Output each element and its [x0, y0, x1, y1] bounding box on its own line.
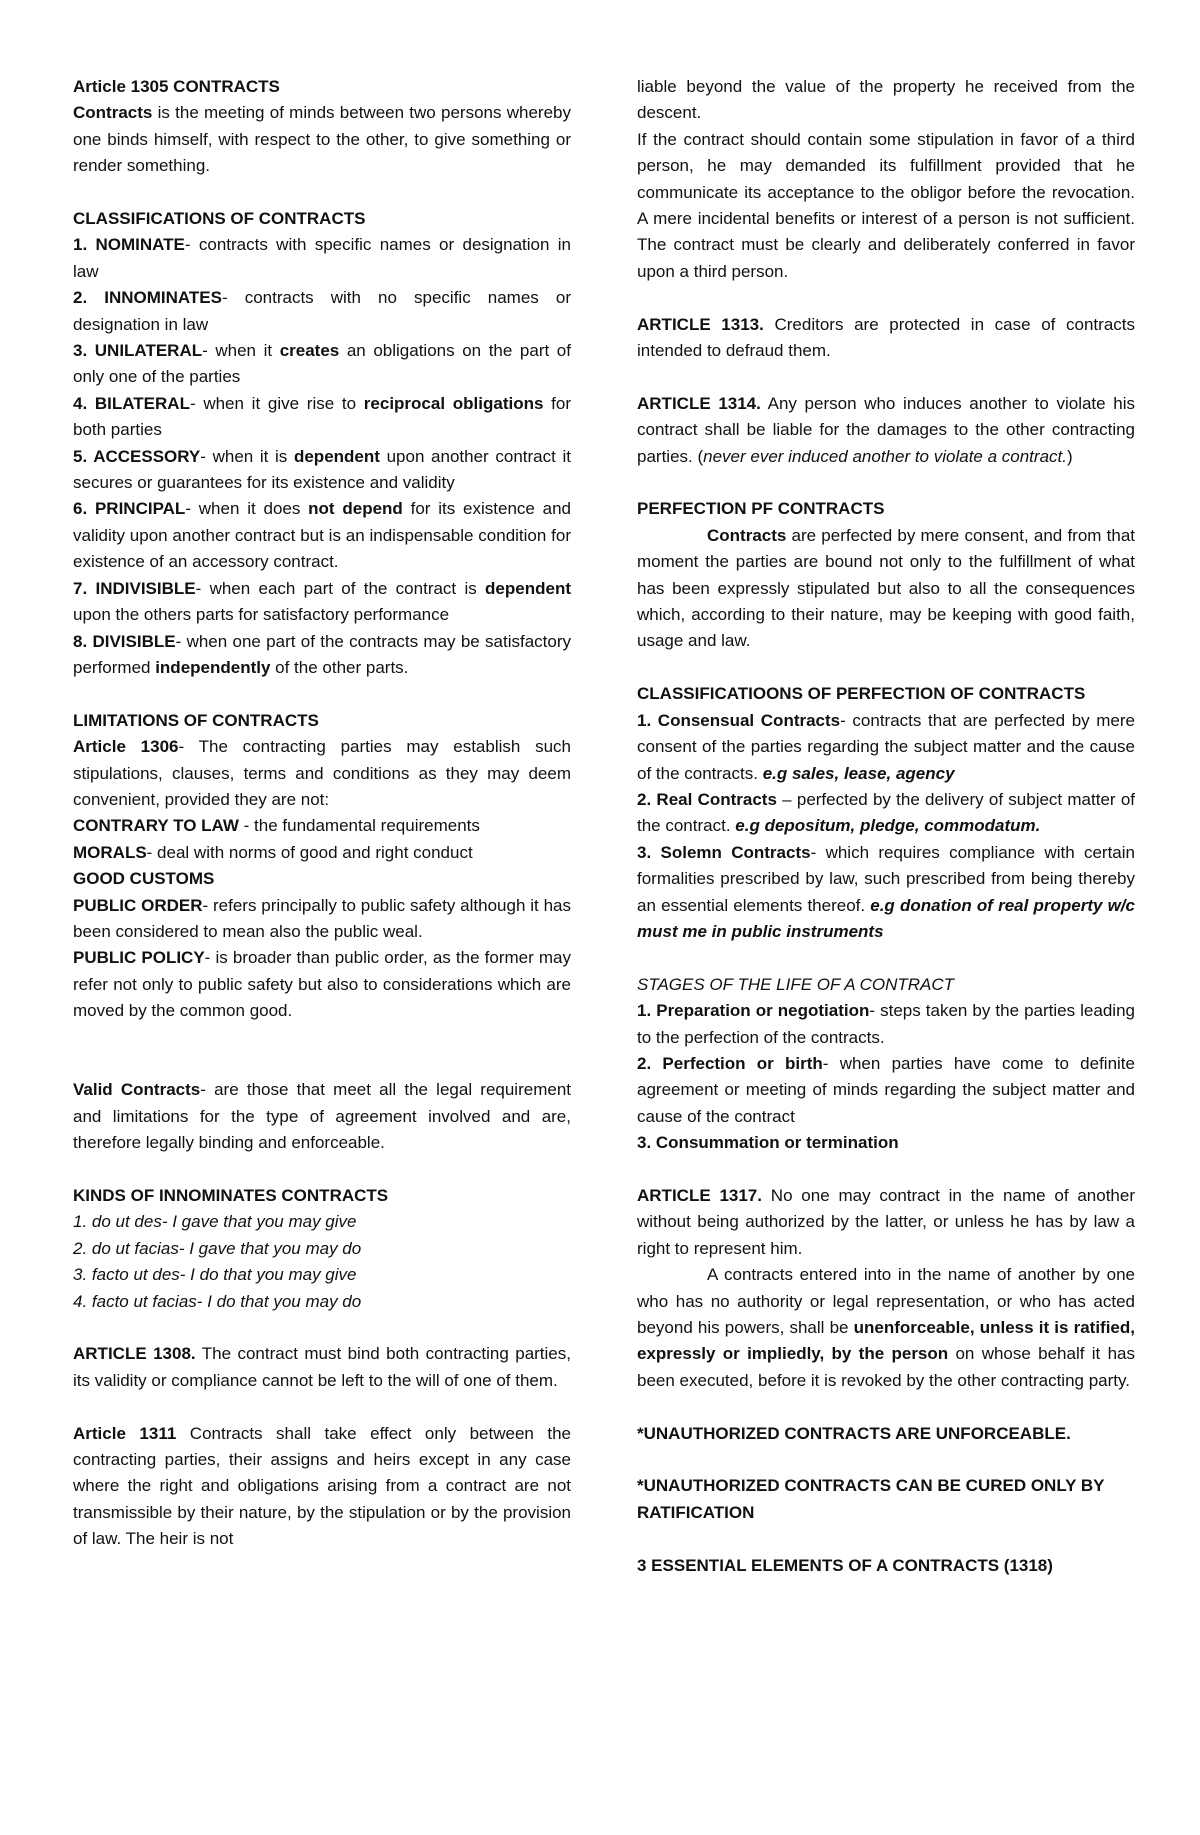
kinds-item: 2. do ut facias- I gave that you may do	[73, 1238, 362, 1258]
article-1311-continued: liable beyond the value of the property he received from the descent.	[637, 77, 1135, 123]
kinds-item: 1. do ut des- I gave that you may give	[73, 1212, 357, 1232]
note-ratification: *UNAUTHORIZED CONTRACTS CAN BE CURED ONLY BY RATIFICATION	[637, 1476, 1105, 1522]
third-person-text: If the contract should contain some stipulation in favor of a third person, he may demanded its fulfillment provided that he communicate its acceptance to the obligor before the revocation. A mere incidental benefits or interest of a person is not sufficient. The contract must be clearly and deliberately conferred in favor upon a third person.	[637, 129, 1135, 281]
classification-item: 5. ACCESSORY- when it is dependent upon another contract it secures or guarantees for its existence and validity	[73, 446, 571, 493]
article-1305-title: Article 1305 CONTRACTS	[73, 77, 280, 96]
valid-contracts-text: Valid Contracts- are those that meet all the legal requirement and limitations for the type of agreement involved and are, therefore legally binding and enforceable.	[73, 1080, 571, 1153]
limitations-heading: LIMITATIONS OF CONTRACTS	[73, 710, 319, 730]
article-1308-text: ARTICLE 1308. The contract must bind both contracting parties, its validity or compliance cannot be left to the will of one of them.	[73, 1344, 571, 1390]
limitation-public-order: PUBLIC ORDER- refers principally to public safety although it has been considered to mean also the public weal.	[73, 895, 571, 941]
article-1317-text: ARTICLE 1317. No one may contract in the name of another without being authorized by the latter, or unless he has by law a right to represent him.	[637, 1185, 1135, 1258]
left-column	[73, 74, 571, 1553]
solemn-contracts: 3. Solemn Contracts- which requires compliance with certain formalities prescribed by law, such prescribed from being thereby an essential elements thereof. e.g donation of real property w/c must me in public instruments	[637, 842, 1135, 941]
perfection-heading: PERFECTION PF CONTRACTS	[637, 499, 885, 519]
classification-item: 6. PRINCIPAL- when it does not depend for its existence and validity upon another contract but is an indispensable condition for existence of an accessory contract.	[73, 499, 571, 572]
note-unenforceable: *UNAUTHORIZED CONTRACTS ARE UNFORCEABLE.	[637, 1423, 1071, 1443]
essential-elements-heading: 3 ESSENTIAL ELEMENTS OF A CONTRACTS (1318)	[637, 1555, 1053, 1575]
real-contracts: 2. Real Contracts – perfected by the delivery of subject matter of the contract. e.g depositum, pledge, commodatum.	[637, 789, 1135, 836]
consensual-contracts: 1. Consensual Contracts- contracts that are perfected by mere consent of the parties regarding the subject matter and the cause of the contracts. e.g sales, lease, agency	[637, 710, 1136, 783]
classification-item: 2. INNOMINATES- contracts with no specific names or designation in law	[73, 288, 571, 334]
classification-item: 3. UNILATERAL- when it creates an obligations on the part of only one of the parties	[73, 341, 571, 387]
article-1305-text: Contracts is the meeting of minds between two persons whereby one binds himself, with respect to the other, to give something or render something.	[73, 103, 571, 176]
classifications-heading: CLASSIFICATIONS OF CONTRACTS	[73, 209, 366, 229]
right-column	[637, 74, 1135, 1579]
article-1311-text: Article 1311 Contracts shall take effect only between the contracting parties, their assigns and heirs except in any case where the right and obligations arising from a contract are not transmissible by their nature, by the stipulation or by the provision of law. The heir is not	[73, 1423, 571, 1549]
classification-item: 1. NOMINATE- contracts with specific names or designation in law	[73, 235, 571, 281]
stage-item: 1. Preparation or negotiation- steps taken by the parties leading to the perfection of the contracts.	[637, 1001, 1135, 1047]
classification-item: 8. DIVISIBLE- when one part of the contracts may be satisfactory performed independently of the other parts.	[73, 631, 572, 677]
stage-item: 3. Consummation or termination	[637, 1133, 899, 1153]
classif-perfection-heading: CLASSIFICATIOONS OF PERFECTION OF CONTRACTS	[637, 684, 1086, 704]
perfection-text: Contracts are perfected by mere consent, and from that moment the parties are bound not only to the fulfillment of what has been expressly stipulated but also to all the consequences which, according to their nature, may be keeping with good faith, usage and law.	[637, 525, 1135, 651]
kinds-item: 4. facto ut facias- I do that you may do	[73, 1291, 362, 1311]
kinds-item: 3. facto ut des- I do that you may give	[73, 1265, 357, 1285]
limitation-customs: GOOD CUSTOMS	[73, 869, 215, 889]
kinds-heading: KINDS OF INNOMINATES CONTRACTS	[73, 1186, 389, 1205]
stage-item: 2. Perfection or birth- when parties have come to definite agreement or meeting of minds regarding the subject matter and cause of the contract	[637, 1053, 1135, 1126]
article-1317-paragraph-2: A contracts entered into in the name of another by one who has no authority or legal representation, or who has acted beyond his powers, shall be unenforceable, unless it is ratified, expressly or impliedly, by the person on whose behalf it has been executed, before it is revoked by the other contracting party.	[637, 1265, 1135, 1390]
classification-item: 4. BILATERAL- when it give rise to reciprocal obligations for both parties	[73, 393, 571, 440]
stages-heading: STAGES OF THE LIFE OF A CONTRACT	[637, 974, 955, 994]
article-1313-text: ARTICLE 1313. Creditors are protected in case of contracts intended to defraud them.	[637, 314, 1135, 361]
article-1306-text: Article 1306- The contracting parties may establish such stipulations, clauses, terms and conditions as they may deem convenient, provided they are not:	[73, 737, 572, 809]
article-1314-text: ARTICLE 1314. Any person who induces another to violate his contract shall be liable for the damages to the other contracting parties. (never ever induced another to violate a contract.)	[637, 393, 1135, 466]
limitation-morals: MORALS- deal with norms of good and right conduct	[73, 842, 473, 862]
limitation-law: CONTRARY TO LAW - the fundamental requirements	[73, 816, 480, 836]
limitation-public-policy: PUBLIC POLICY- is broader than public order, as the former may refer not only to public safety but also to considerations which are moved by the common good.	[73, 948, 571, 1021]
classification-item: 7. INDIVISIBLE- when each part of the contract is dependent upon the others parts for satisfactory performance	[73, 578, 571, 625]
